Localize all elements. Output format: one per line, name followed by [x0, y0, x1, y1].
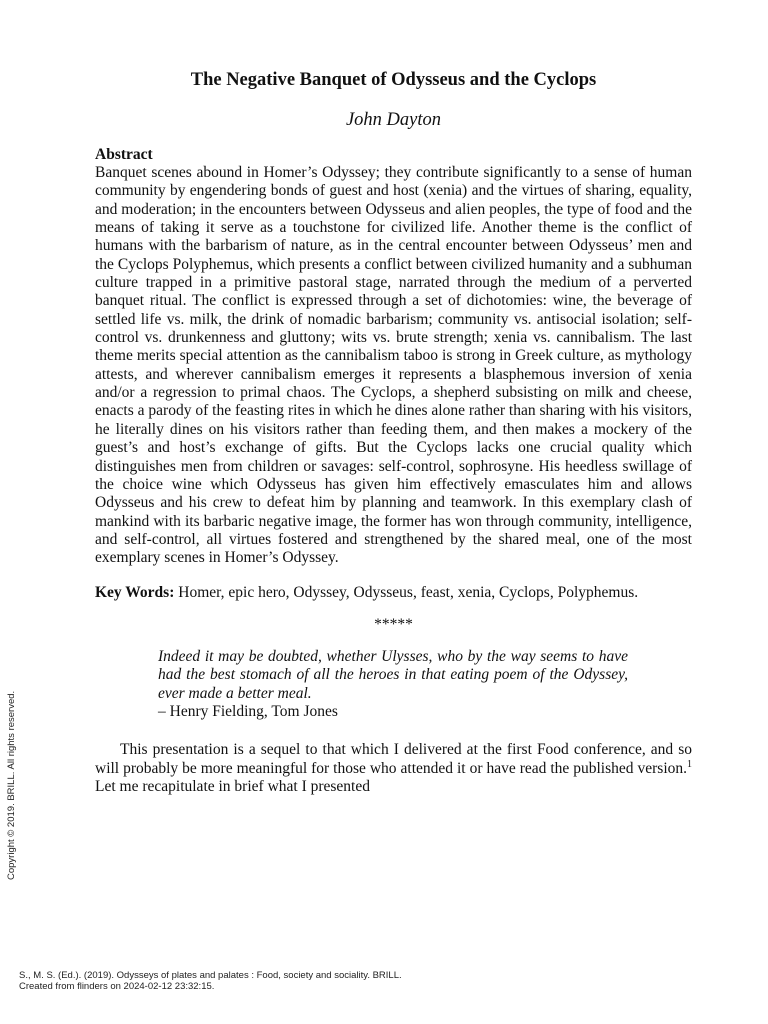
intro-text-after-note: Let me recapitulate in brief what I presented	[95, 777, 370, 795]
footer-citation: S., M. S. (Ed.). (2019). Odysseys of plates and palates : Food, society and sociality. BRILL.	[19, 970, 402, 981]
paper-title: The Negative Banquet of Odysseus and the Cyclops	[190, 70, 597, 90]
section-separator: *****	[374, 615, 413, 633]
intro-paragraph	[95, 741, 692, 796]
paper-page	[95, 68, 692, 796]
epigraph-quote: Indeed it may be doubted, whether Ulysses, who by the way seems to have had the best stomach of all the heroes in that eating poem of the Odyssey, ever made a better meal.	[158, 647, 628, 702]
keywords-text: Homer, epic hero, Odyssey, Odysseus, feast, xenia, Cyclops, Polyphemus.	[178, 583, 639, 601]
abstract-body: Banquet scenes abound in Homer’s Odyssey; they contribute significantly to a sense of human community by engendering bonds of guest and host (xenia) and the virtues of sharing, equality, and moderation; in the encounters between Odysseus and alien peoples, the type of food and the means of taking it serve as a touchstone for civilized life. Another theme is the conflict of humans with the barbarism of nature, as in the central encounter between Odysseus’ men and the Cyclops Polyphemus, which presents a conflict between civilized humanity and a subhuman culture trapped in a primitive pastoral stage, narrated through the medium of a perverted banquet ritual. The conflict is expressed through a set of dichotomies: wine, the beverage of settled life vs. milk, the drink of nomadic barbarism; community vs. antisocial isolation; self-control vs. drunkenness and gluttony; wits vs. brute strength; xenia vs. cannibalism. The last theme merits special attention as the cannibalism taboo is strong in Greek culture, as mythology attests, and wherever cannibalism emerges it represents a blasphemous inversion of xenia and/or a regression to primal chaos. The Cyclops, a shepherd subsisting on milk and cheese, enacts a parody of the feasting rites in which he dines alone rather than sharing with his visitors, he literally dines on his visitors rather than feeding them, and then makes a mockery of the guest’s and host’s exchange of gifts. But the Cyclops lacks one crucial quality which distinguishes men from children or savages: self-control, sophrosyne. His heedless swillage of the choice wine which Odysseus has given him effectively emasculates him and allows Odysseus and his crew to defeat him by planning and teamwork. In this exemplary clash of mankind with its barbaric negative image, the former has won through community, intelligence, and self-control, all virtues fostered and strengthened by the shared meal, one of the most exemplary scenes in Homer’s Odyssey.	[95, 164, 692, 567]
page-footer	[19, 970, 402, 992]
footnote-marker[interactable]: 1	[687, 758, 692, 770]
epigraph-attribution: – Henry Fielding, Tom Jones	[158, 702, 338, 720]
footer-created: Created from flinders on 2024-02-12 23:32:15.	[19, 981, 215, 992]
keywords-label: Key Words:	[95, 583, 175, 601]
copyright-notice: Copyright © 2019. BRILL. All rights reserved.	[6, 690, 17, 880]
epigraph	[158, 648, 628, 721]
paper-author: John Dayton	[345, 110, 442, 130]
intro-text-before-note: This presentation is a sequel to that which I delivered at the first Food conference, and so will probably be more meaningful for those who attended it or have read the published version.	[95, 741, 692, 777]
abstract-heading: Abstract	[95, 146, 153, 163]
keywords	[95, 584, 692, 602]
